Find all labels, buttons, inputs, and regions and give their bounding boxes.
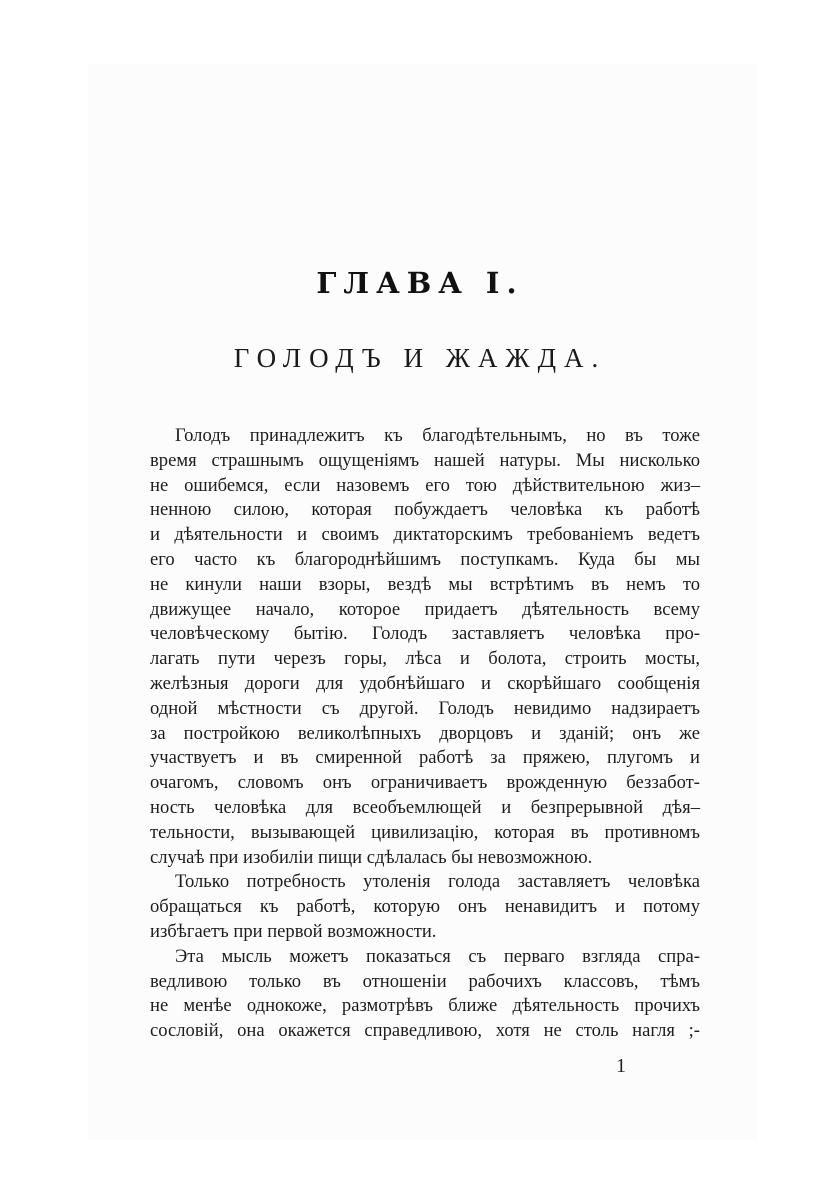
text-line: случаѣ при изобиліи пищи сдѣлалась бы невозможною.	[150, 846, 593, 868]
text-line: сословій, она окажется справедливою, хотя не столь нагля ;-	[150, 1020, 700, 1042]
signature-mark: 1	[616, 1055, 626, 1077]
text-line: не ошибемся, если назовемъ его тою дѣйствительною жиз–	[150, 474, 700, 496]
text-line: ведливою только въ отношеніи рабочихъ классовъ, тѣмъ	[150, 970, 700, 992]
text-line: Голодъ принадлежитъ къ благодѣтельнымъ, но въ тоже	[175, 425, 700, 446]
text-line: ненною силою, которая побуждаетъ человѣка къ работѣ	[150, 499, 700, 521]
text-line: ность человѣка для всеобъемлющей и безпрерывной дѣя–	[150, 796, 700, 818]
text-line: Эта мысль можетъ показаться съ перваго взгляда спра-	[175, 945, 700, 967]
text-line: очагомъ, словомъ онъ ограничиваетъ врожденную беззабот-	[150, 772, 700, 794]
text-line: движущее начало, которое придаетъ дѣятельность всему	[150, 598, 700, 620]
paragraph-2	[150, 870, 700, 944]
text-line: одной мѣстности съ другой. Голодъ невидимо надзираетъ	[150, 697, 700, 719]
text-line: лагать пути черезъ горы, лѣса и болота, строить мосты,	[150, 648, 700, 670]
text-line: время страшнымъ ощущеніямъ нашей натуры. Мы нисколько	[150, 449, 700, 471]
paragraph-1	[150, 424, 700, 870]
chapter-title: ГОЛОДЪ И ЖАЖДА.	[233, 343, 607, 373]
text-line: человѣческому бытію. Голодъ заставляетъ человѣка про-	[150, 623, 700, 645]
text-line: не менѣе однокоже, размотрѣвъ ближе дѣятельность прочихъ	[150, 995, 700, 1017]
text-line: его часто къ благороднѣйшимъ поступкамъ. Куда бы мы	[150, 548, 700, 570]
body-text	[150, 424, 700, 1044]
chapter-heading: ГЛАВА I.	[316, 266, 524, 300]
text-line: за постройкою великолѣпныхъ дворцовъ и зданій; онъ же	[150, 722, 700, 744]
text-line: участвуетъ и въ смиренной работѣ за пряжею, плугомъ и	[150, 747, 700, 769]
text-line: тельности, вызывающей цивилизацію, которая въ противномъ	[150, 821, 700, 843]
text-line: Только потребность утоленія голода заставляетъ человѣка	[175, 871, 700, 893]
text-line: и дѣятельности и своимъ диктаторскимъ требованіемъ ведетъ	[150, 524, 700, 546]
text-line: избѣгаетъ при первой возможности.	[150, 920, 437, 942]
text-line: обращаться къ работѣ, которую онъ ненавидитъ и потому	[150, 896, 700, 918]
text-line: не кинули наши взоры, вездѣ мы встрѣтимъ въ немъ то	[150, 573, 700, 595]
paragraph-3	[150, 945, 700, 1044]
text-line: желѣзныя дороги для удобнѣйшаго и скорѣйшаго сообщенія	[150, 672, 700, 694]
